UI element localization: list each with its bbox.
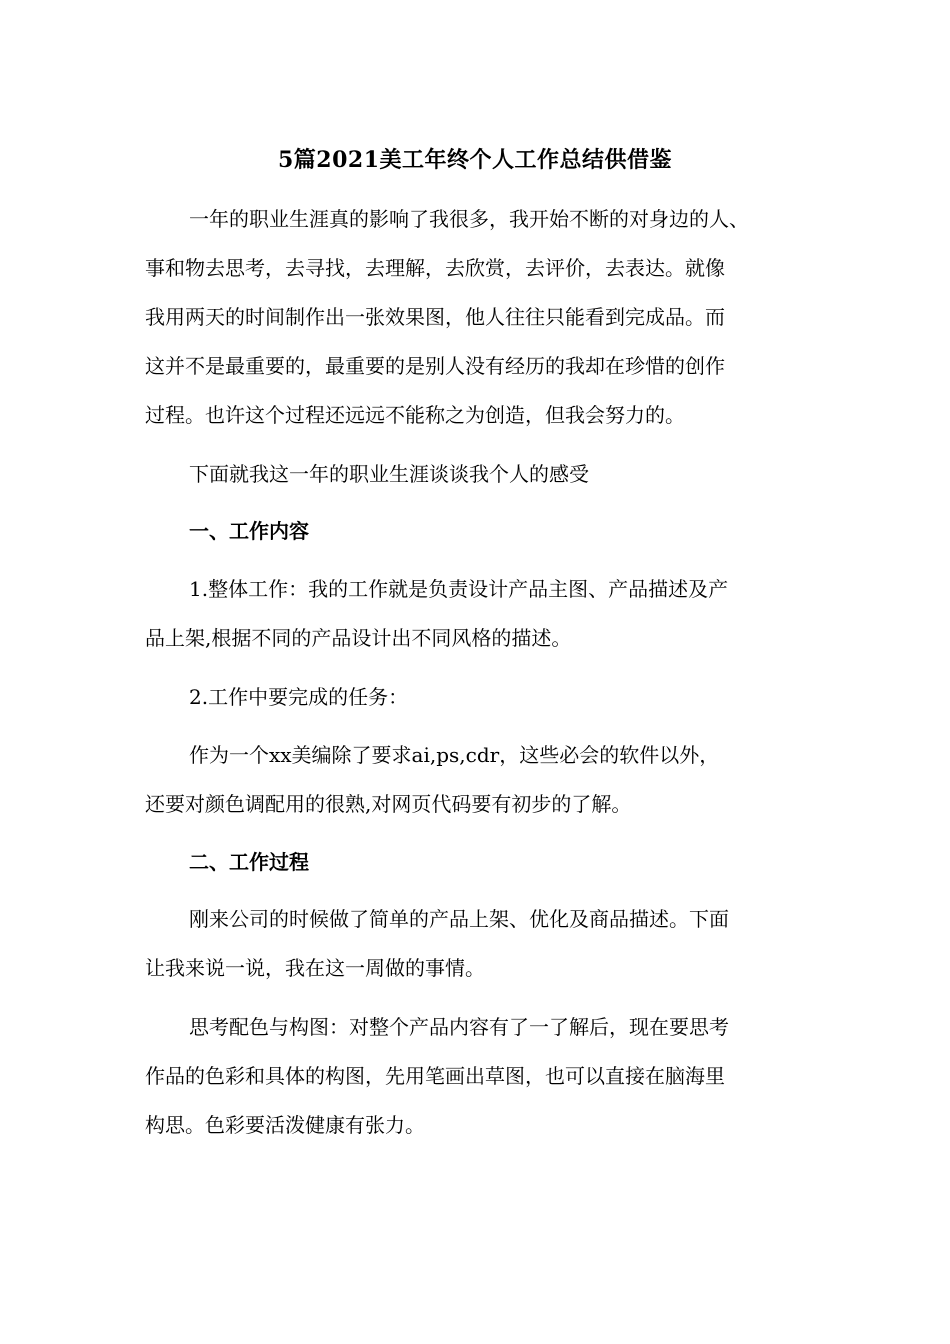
text-line: 事和物去思考，去寻找，去理解，去欣赏，去评价，去表达。就像 <box>145 256 725 280</box>
text-line: 品上架,根据不同的产品设计出不同风格的描述。 <box>145 626 572 650</box>
text-line: 构思。色彩要活泼健康有张力。 <box>145 1113 425 1137</box>
section-heading-work-process: 二、工作过程 <box>189 850 309 874</box>
paragraph-lead-in <box>145 450 805 499</box>
paragraph-first-tasks <box>145 895 805 993</box>
text-line: 作品的色彩和具体的构图，先用笔画出草图，也可以直接在脑海里 <box>145 1064 725 1088</box>
text-line: 我用两天的时间制作出一张效果图，他人往往只能看到完成品。而 <box>145 305 725 329</box>
document-title: 5篇2021美工年终个人工作总结供借鉴 <box>277 147 673 173</box>
text-line: 还要对颜色调配用的很熟,对网页代码要有初步的了解。 <box>145 792 632 816</box>
text-line: 思考配色与构图：对整个产品内容有了一了解后，现在要思考 <box>189 1015 729 1039</box>
text-line: 作为一个xx美编除了要求ai,ps,cdr，这些必会的软件以外， <box>189 743 720 767</box>
text-line: 让我来说一说，我在这一周做的事情。 <box>145 956 485 980</box>
paragraph-overall-work <box>145 565 805 663</box>
paragraph-tasks <box>145 673 805 722</box>
paragraph-requirements <box>145 731 805 829</box>
text-line: 这并不是最重要的，最重要的是别人没有经历的我却在珍惜的创作 <box>145 354 725 378</box>
text-line: 下面就我这一年的职业生涯谈谈我个人的感受 <box>189 462 589 486</box>
paragraph-color-composition <box>145 1003 805 1150</box>
text-line: 一年的职业生涯真的影响了我很多，我开始不断的对身边的人、 <box>189 207 749 231</box>
text-line: 过程。也许这个过程还远远不能称之为创造，但我会努力的。 <box>145 403 685 427</box>
text-line: 1.整体工作：我的工作就是负责设计产品主图、产品描述及产 <box>189 577 729 601</box>
text-line: 2.工作中要完成的任务： <box>189 685 409 709</box>
paragraph-intro <box>145 195 805 440</box>
section-heading-work-content: 一、工作内容 <box>189 519 309 543</box>
text-line: 刚来公司的时候做了简单的产品上架、优化及商品描述。下面 <box>189 907 729 931</box>
